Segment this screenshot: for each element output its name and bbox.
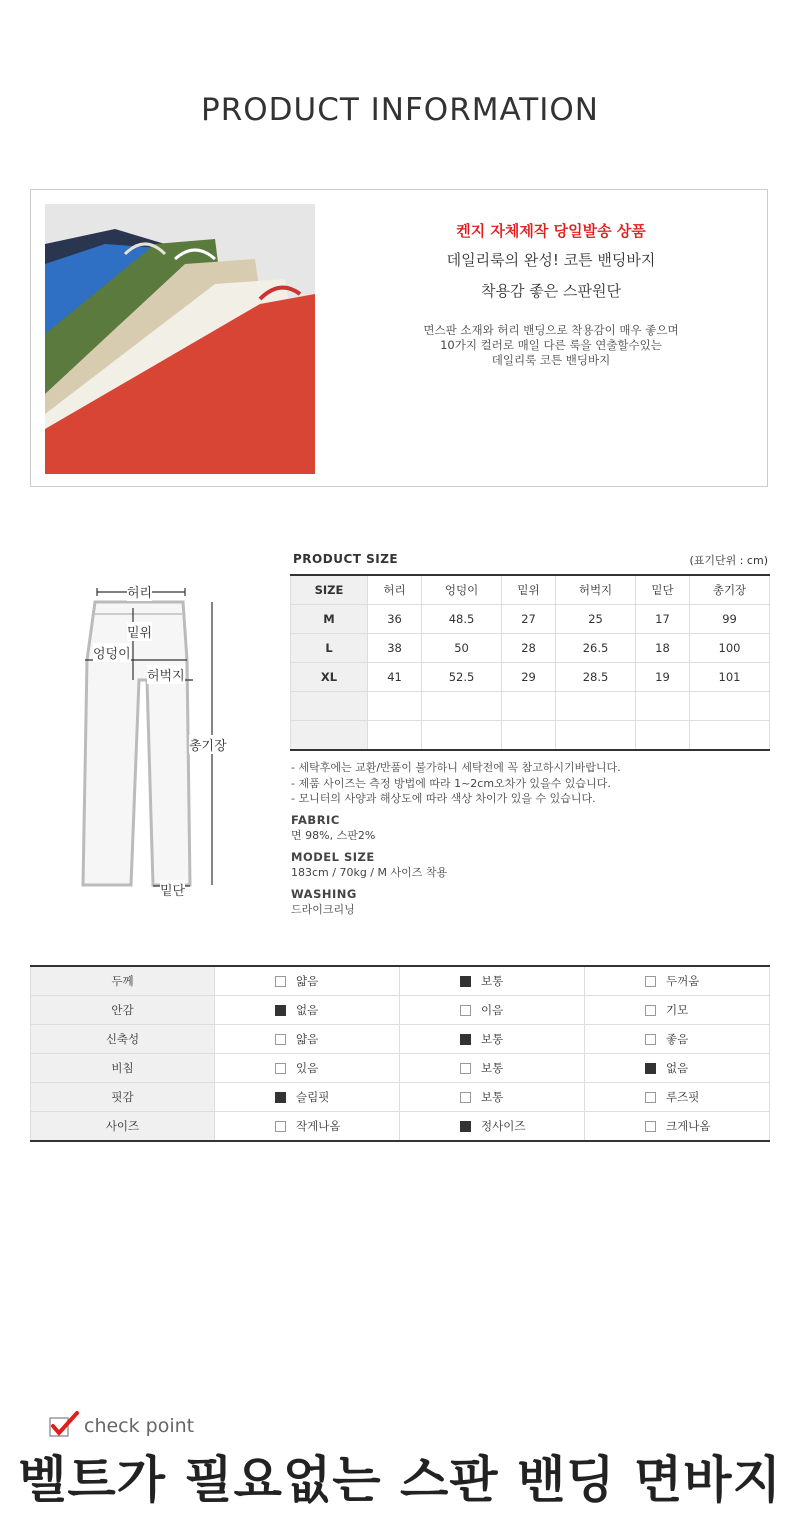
feature-option bbox=[215, 1060, 399, 1076]
feature-option-label: 보통 bbox=[481, 1061, 504, 1075]
checkbox-empty-icon bbox=[460, 1063, 471, 1074]
feature-option-label: 보통 bbox=[481, 974, 504, 988]
table-row bbox=[31, 1112, 770, 1142]
feature-option-label: 크게나옴 bbox=[666, 1119, 711, 1133]
feature-option-label: 있음 bbox=[296, 1061, 319, 1075]
note-line: - 제품 사이즈는 측정 방법에 따라 1~2cm오차가 있을수 있습니다. bbox=[291, 776, 611, 790]
table-row-empty bbox=[291, 721, 770, 751]
diagram-hem-label: 밑단 bbox=[160, 880, 185, 899]
table-row bbox=[291, 663, 770, 692]
feature-option bbox=[585, 973, 769, 989]
size-col-header: 허리 bbox=[368, 575, 422, 605]
size-col-header: SIZE bbox=[291, 575, 368, 605]
checkbox-checked-icon bbox=[275, 1005, 286, 1016]
checkbox-empty-icon bbox=[460, 1092, 471, 1103]
size-col-header: 엉덩이 bbox=[422, 575, 502, 605]
size-cell: 17 bbox=[635, 605, 689, 634]
feature-option-label: 보통 bbox=[481, 1090, 504, 1104]
feature-name: 사이즈 bbox=[31, 1112, 215, 1142]
info-desc-3: 데일리룩 코튼 밴딩바지 bbox=[491, 353, 611, 367]
checkbox-checked-icon bbox=[275, 1092, 286, 1103]
size-col-header: 밑위 bbox=[501, 575, 555, 605]
size-col-header: 밑단 bbox=[635, 575, 689, 605]
size-col-header: 총기장 bbox=[690, 575, 770, 605]
size-cell: 29 bbox=[501, 663, 555, 692]
feature-option bbox=[400, 1060, 584, 1076]
feature-option-label: 없음 bbox=[666, 1061, 689, 1075]
info-desc-2: 10가지 컬러로 매일 다른 룩을 연출할수있는 bbox=[440, 338, 662, 352]
size-cell: 48.5 bbox=[422, 605, 502, 634]
feature-option-label: 기모 bbox=[666, 1003, 689, 1017]
feature-option-label: 작게나옴 bbox=[296, 1119, 341, 1133]
feature-option-label: 이음 bbox=[481, 1003, 504, 1017]
size-cell: 38 bbox=[368, 634, 422, 663]
size-cell: 28.5 bbox=[556, 663, 636, 692]
feature-option-label: 두꺼움 bbox=[666, 974, 700, 988]
feature-option bbox=[585, 1089, 769, 1105]
size-cell: 50 bbox=[422, 634, 502, 663]
checkbox-empty-icon bbox=[645, 1121, 656, 1132]
size-table-header bbox=[291, 575, 770, 605]
checkbox-empty-icon bbox=[645, 1034, 656, 1045]
product-info-box bbox=[30, 189, 768, 487]
diagram-hip-label: 엉덩이 bbox=[93, 643, 131, 662]
size-cell: 36 bbox=[368, 605, 422, 634]
table-row bbox=[31, 966, 770, 996]
checkmark-icon bbox=[48, 1410, 80, 1438]
size-unit: (표기단위 : cm) bbox=[689, 554, 768, 567]
diagram-length-label: 총기장 bbox=[189, 735, 227, 754]
checkbox-checked-icon bbox=[460, 1121, 471, 1132]
table-row bbox=[31, 1054, 770, 1083]
size-cell: M bbox=[291, 605, 368, 634]
feature-option bbox=[400, 1002, 584, 1018]
fabric-value: 면 98%, 스판2% bbox=[291, 829, 376, 842]
size-cell: 25 bbox=[556, 605, 636, 634]
note-line: - 모니터의 사양과 해상도에 따라 색상 차이가 있을 수 있습니다. bbox=[291, 792, 596, 805]
feature-name: 신축성 bbox=[31, 1025, 215, 1054]
checkbox-checked-icon bbox=[460, 1034, 471, 1045]
size-cell: L bbox=[291, 634, 368, 663]
size-heading: PRODUCT SIZE bbox=[293, 552, 399, 566]
product-photo bbox=[45, 204, 315, 474]
size-diagram bbox=[75, 580, 255, 900]
notes-block bbox=[291, 760, 621, 918]
size-cell: 27 bbox=[501, 605, 555, 634]
checkbox-empty-icon bbox=[275, 976, 286, 987]
feature-option bbox=[215, 1118, 399, 1134]
feature-name: 핏감 bbox=[31, 1083, 215, 1112]
feature-option-label: 슬림핏 bbox=[296, 1090, 330, 1104]
table-row-empty bbox=[291, 692, 770, 721]
feature-option bbox=[215, 1089, 399, 1105]
feature-option-label: 루즈핏 bbox=[666, 1090, 700, 1104]
size-cell: 18 bbox=[635, 634, 689, 663]
checkbox-checked-icon bbox=[645, 1063, 656, 1074]
table-row bbox=[31, 1083, 770, 1112]
checkbox-empty-icon bbox=[645, 1005, 656, 1016]
info-subheadline-2: 착용감 좋은 스판원단 bbox=[481, 282, 621, 300]
model-size-label: MODEL SIZE bbox=[291, 849, 375, 864]
check-point-headline: 벨트가 필요없는 스판 밴딩 면바지 bbox=[18, 1451, 782, 1509]
washing-value: 드라이크리닝 bbox=[291, 903, 355, 916]
table-row bbox=[31, 1025, 770, 1054]
feature-option-label: 없음 bbox=[296, 1003, 319, 1017]
feature-option bbox=[215, 1031, 399, 1047]
feature-option bbox=[585, 1118, 769, 1134]
table-row bbox=[291, 634, 770, 663]
size-col-header: 허벅지 bbox=[556, 575, 636, 605]
checkbox-checked-icon bbox=[460, 976, 471, 987]
feature-option bbox=[400, 1118, 584, 1134]
feature-option bbox=[400, 1031, 584, 1047]
feature-option bbox=[400, 973, 584, 989]
check-point-label: check point bbox=[84, 1415, 195, 1437]
note-line: - 세탁후에는 교환/반품이 불가하니 세탁전에 꼭 참고하시기바랍니다. bbox=[291, 761, 621, 774]
page-title: PRODUCT INFORMATION bbox=[201, 92, 599, 128]
size-cell: 101 bbox=[690, 663, 770, 692]
size-cell: 100 bbox=[690, 634, 770, 663]
info-headline: 켄지 자체제작 당일발송 상품 bbox=[456, 222, 646, 240]
feature-option bbox=[400, 1089, 584, 1105]
checkbox-empty-icon bbox=[275, 1121, 286, 1132]
feature-name: 비침 bbox=[31, 1054, 215, 1083]
feature-option-label: 얇음 bbox=[296, 974, 319, 988]
checkbox-empty-icon bbox=[645, 976, 656, 987]
table-row bbox=[291, 605, 770, 634]
feature-option-label: 얇음 bbox=[296, 1032, 319, 1046]
pants-outline-icon bbox=[75, 580, 255, 900]
checkbox-empty-icon bbox=[275, 1063, 286, 1074]
table-row bbox=[31, 996, 770, 1025]
size-table bbox=[290, 574, 770, 751]
size-cell: 19 bbox=[635, 663, 689, 692]
size-cell: 26.5 bbox=[556, 634, 636, 663]
feature-option-label: 보통 bbox=[481, 1032, 504, 1046]
feature-option bbox=[585, 1031, 769, 1047]
fabric-label: FABRIC bbox=[291, 812, 340, 827]
diagram-thigh-label: 허벅지 bbox=[147, 665, 185, 684]
size-cell: 41 bbox=[368, 663, 422, 692]
feature-option bbox=[585, 1002, 769, 1018]
washing-label: WASHING bbox=[291, 886, 357, 901]
info-desc-1: 면스판 소재와 허리 밴딩으로 착용감이 매우 좋으며 bbox=[423, 323, 679, 337]
pants-stack-image bbox=[45, 204, 315, 474]
size-cell: 52.5 bbox=[422, 663, 502, 692]
size-cell: 99 bbox=[690, 605, 770, 634]
size-cell: XL bbox=[291, 663, 368, 692]
feature-name: 안감 bbox=[31, 996, 215, 1025]
diagram-rise-label: 밑위 bbox=[127, 622, 152, 641]
size-cell: 28 bbox=[501, 634, 555, 663]
feature-table bbox=[30, 965, 770, 1142]
feature-option bbox=[585, 1060, 769, 1076]
feature-name: 두께 bbox=[31, 966, 215, 996]
diagram-waist-label: 허리 bbox=[127, 582, 152, 601]
feature-option-label: 좋음 bbox=[666, 1032, 689, 1046]
feature-option bbox=[215, 1002, 399, 1018]
checkbox-empty-icon bbox=[275, 1034, 286, 1045]
feature-option bbox=[215, 973, 399, 989]
model-size-value: 183cm / 70kg / M 사이즈 착용 bbox=[291, 866, 448, 879]
checkbox-empty-icon bbox=[645, 1092, 656, 1103]
feature-option-label: 정사이즈 bbox=[481, 1119, 526, 1133]
info-subheadline-1: 데일리룩의 완성! 코튼 밴딩바지 bbox=[446, 251, 656, 269]
checkbox-empty-icon bbox=[460, 1005, 471, 1016]
